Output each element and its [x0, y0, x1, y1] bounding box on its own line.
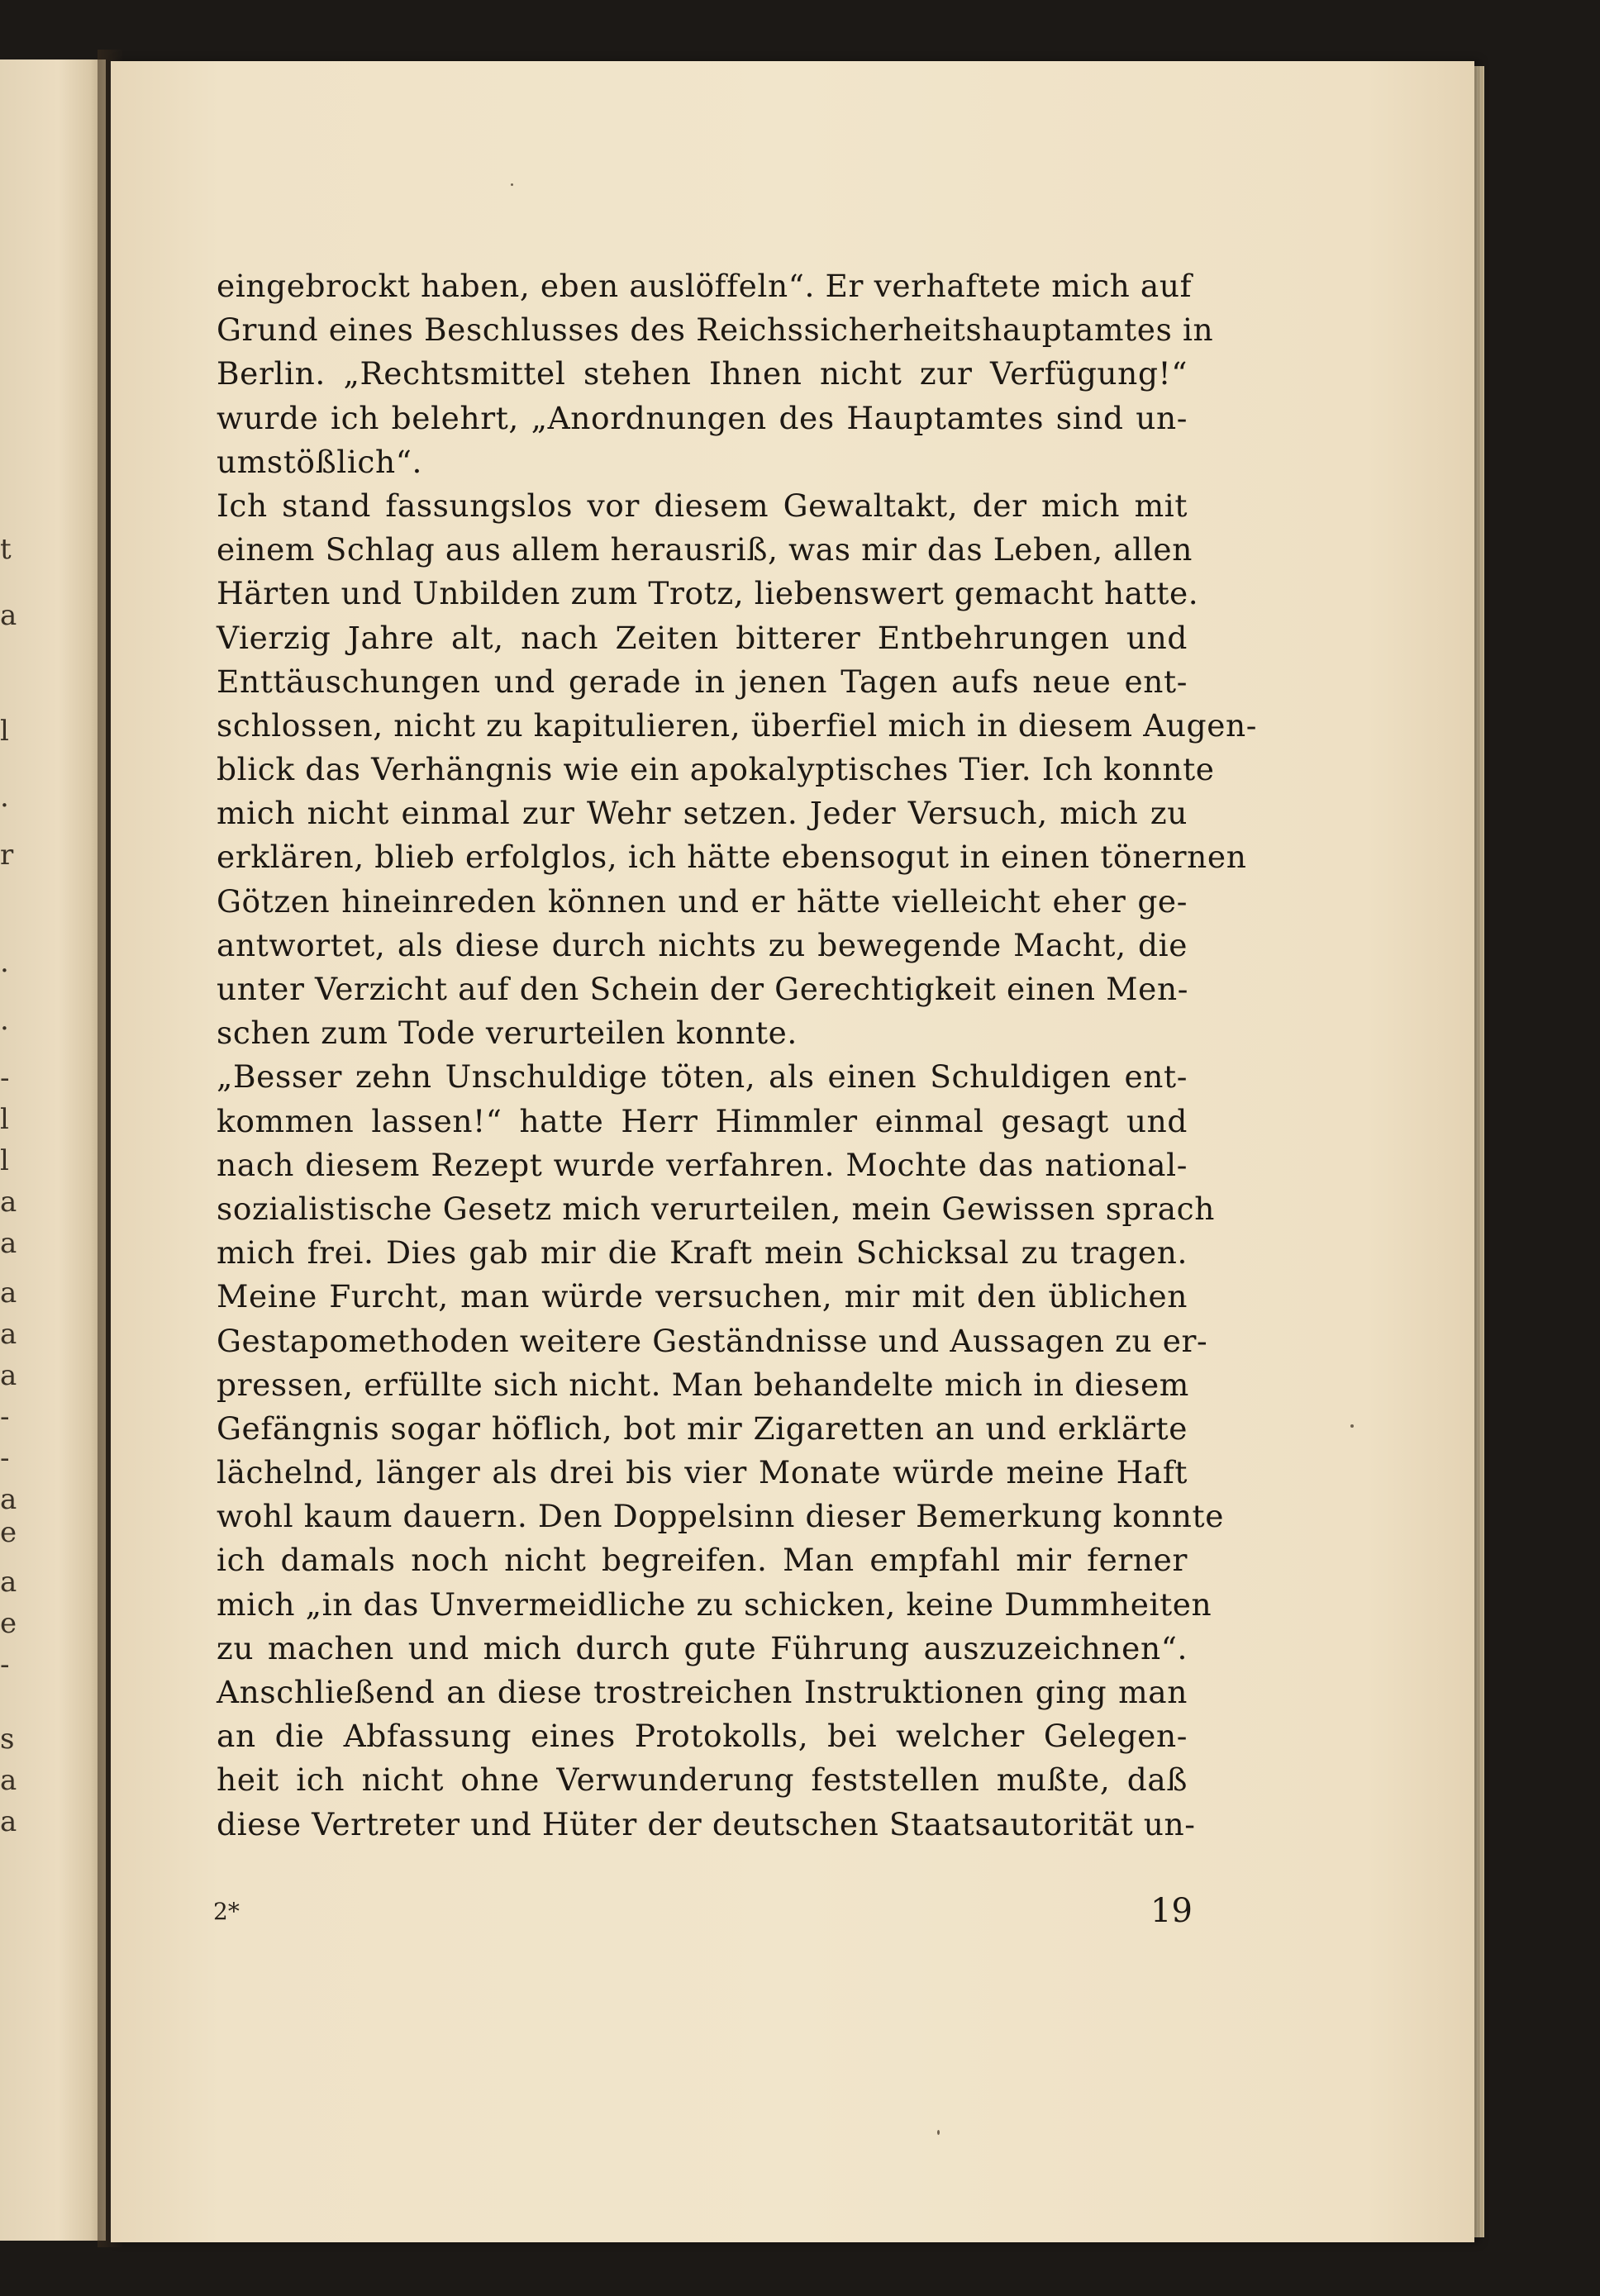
previous-page-edge — [0, 59, 106, 2241]
text-line: einem Schlag aus allem herausriß, was mir das Leben, allen — [217, 531, 1193, 568]
text-line: Meine Furcht, man würde versuchen, mir mit den üblichen — [217, 1278, 1188, 1315]
cut-off-character: a — [0, 1186, 17, 1219]
cut-off-character: a — [0, 1483, 17, 1516]
text-line: mich frei. Dies gab mir die Kraft mein Schicksal zu tragen. — [217, 1234, 1188, 1272]
body-text — [217, 264, 1258, 1847]
cut-off-character: l — [0, 715, 9, 748]
cut-off-character: e — [0, 1607, 17, 1640]
text-line: an die Abfassung eines Protokolls, bei welcher Gelegen- — [217, 1718, 1188, 1755]
cut-off-character: a — [0, 1276, 17, 1310]
cut-off-character: a — [0, 1805, 17, 1838]
previous-page-cut-off-characters — [0, 59, 17, 2241]
text-line: wurde ich belehrt, „Anordnungen des Hauptamtes sind un- — [217, 399, 1188, 436]
cut-off-character: a — [0, 599, 17, 632]
text-line: Enttäuschungen und gerade in jenen Tagen aufs neue ent- — [217, 663, 1188, 700]
cut-off-character: . — [0, 1004, 9, 1037]
cut-off-character: t — [0, 533, 12, 566]
text-line: pressen, erfüllte sich nicht. Man behandelte mich in diesem — [217, 1366, 1189, 1403]
text-line: wohl kaum dauern. Den Doppelsinn dieser Bemerkung konnte — [217, 1498, 1225, 1535]
cut-off-character: s — [0, 1723, 15, 1756]
text-line: mich „in das Unvermeidliche zu schicken, keine Dummheiten — [217, 1585, 1212, 1623]
cut-off-character: . — [0, 946, 9, 979]
text-line: Götzen hineinreden können und er hätte vielleicht eher ge- — [217, 882, 1188, 920]
cut-off-character: - — [0, 1442, 10, 1475]
text-line: mich nicht einmal zur Wehr setzen. Jeder Versuch, mich zu — [217, 795, 1188, 832]
cut-off-character: l — [0, 1103, 9, 1136]
text-line: unter Verzicht auf den Schein der Gerechtigkeit einen Men- — [217, 971, 1188, 1007]
cut-off-character: - — [0, 1648, 10, 1681]
paper-speck — [511, 183, 513, 186]
cut-off-character: . — [0, 781, 9, 814]
text-line: antwortet, als diese durch nichts zu bewegende Macht, die — [217, 926, 1188, 963]
cut-off-character: l — [0, 1144, 9, 1177]
text-line: Gestapomethoden weitere Geständnisse und Aussagen zu er- — [217, 1322, 1208, 1359]
text-line: sozialistische Gesetz mich verurteilen, mein Gewissen sprach — [217, 1190, 1216, 1227]
text-line: ich damals noch nicht begreifen. Man empfahl mir ferner — [217, 1542, 1188, 1579]
text-line: Härten und Unbilden zum Trotz, liebenswert gemacht hatte. — [217, 575, 1199, 612]
text-line: Ich stand fassungslos vor diesem Gewaltakt, der mich mit — [217, 487, 1188, 524]
text-line: heit ich nicht ohne Verwunderung feststellen mußte, daß — [217, 1761, 1188, 1799]
cut-off-character: a — [0, 1359, 17, 1392]
page-block-edge — [1474, 66, 1484, 2237]
text-line: diese Vertreter und Hüter der deutschen Staatsautorität un- — [217, 1805, 1196, 1842]
text-line: Anschließend an diese trostreichen Instruktionen ging man — [217, 1674, 1188, 1710]
text-line: zu machen und mich durch gute Führung auszuzeichnen“. — [217, 1629, 1188, 1666]
text-line: blick das Verhängnis wie ein apokalyptisches Tier. Ich konnte — [217, 751, 1215, 788]
signature-mark: 2* — [213, 1898, 240, 1925]
text-line: „Besser zehn Unschuldige töten, als einen Schuldigen ent- — [217, 1058, 1188, 1096]
cut-off-character: a — [0, 1764, 17, 1797]
text-line: Grund eines Beschlusses des Reichssicherheitshauptamtes in — [217, 311, 1214, 349]
cut-off-character: a — [0, 1318, 17, 1351]
text-line: schlossen, nicht zu kapitulieren, überfiel mich in diesem Augen- — [217, 706, 1258, 744]
page-number: 19 — [1150, 1892, 1193, 1930]
paper-speck — [937, 2130, 940, 2135]
text-line: Vierzig Jahre alt, nach Zeiten bitterer Entbehrungen und — [217, 619, 1188, 656]
text-line: Gefängnis sogar höflich, bot mir Zigaretten an und erklärte — [217, 1409, 1188, 1447]
text-line: nach diesem Rezept wurde verfahren. Mochte das national- — [217, 1146, 1188, 1183]
cut-off-character: e — [0, 1516, 17, 1549]
cut-off-character: r — [0, 839, 14, 872]
cut-off-character: - — [0, 1062, 10, 1095]
text-line: kommen lassen!“ hatte Herr Himmler einmal gesagt und — [217, 1102, 1188, 1139]
text-line: schen zum Tode verurteilen konnte. — [217, 1015, 798, 1052]
text-line: erklären, blieb erfolglos, ich hätte ebensogut in einen tönernen — [217, 839, 1247, 876]
cut-off-character: - — [0, 1400, 10, 1433]
paper-speck — [1350, 1424, 1354, 1428]
text-line: lächelnd, länger als drei bis vier Monate würde meine Haft — [217, 1454, 1188, 1491]
cut-off-character: a — [0, 1566, 17, 1599]
cut-off-character: a — [0, 1227, 17, 1260]
text-line: Berlin. „Rechtsmittel stehen Ihnen nicht zur Verfügung!“ — [217, 355, 1188, 392]
text-line: eingebrockt haben, eben auslöffeln“. Er verhaftete mich auf — [217, 268, 1193, 304]
text-line: umstößlich“. — [217, 443, 423, 480]
